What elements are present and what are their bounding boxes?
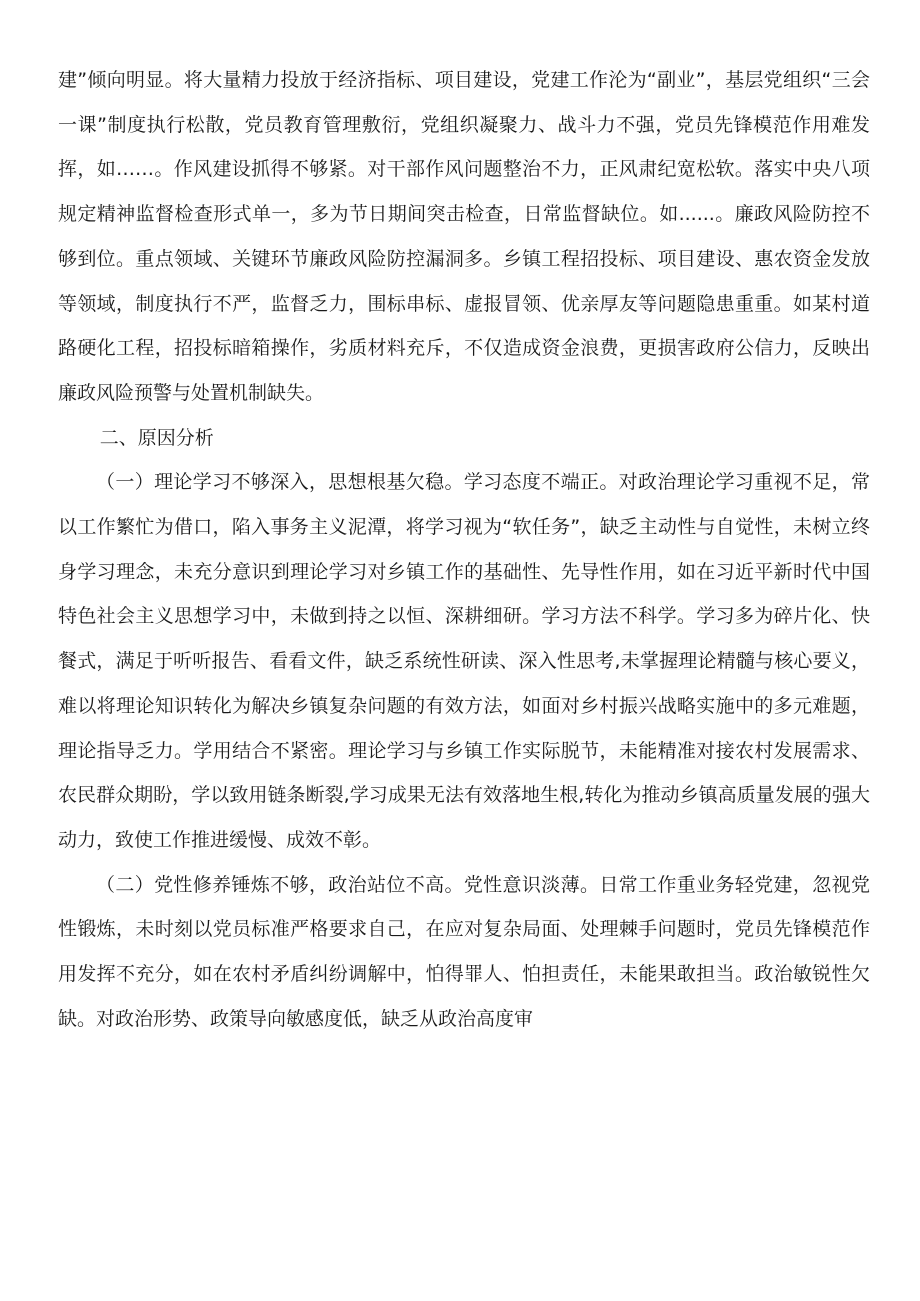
paragraph-party-spirit: （二）党性修养锤炼不够，政治站位不高。党性意识淡薄。日常工作重业务轻党建，忽视党性锻炼，未时刻以党员标准严格要求自己，在应对复杂局面、处理棘手问题时，党员先锋模范作用发挥不充分，如在农村矛盾纠纷调解中，怕得罪人、怕担责任，未能果敢担当。政治敏锐性欠缺。对政治形势、政策导向敏感度低，缺乏从政治高度审 xyxy=(58,873,870,1030)
section-heading-cause-analysis: 二、原因分析 xyxy=(99,426,214,449)
paragraph-theory-study: （一）理论学习不够深入，思想根基欠稳。学习态度不端正。对政治理论学习重视不足，常以工作繁忙为借口，陷入事务主义泥潭，将学习视为“软任务”，缺乏主动性与自觉性，未树立终身学习理念，未充分意识到理论学习对乡镇工作的基础性、先导性作用，如在习近平新时代中国特色社会主义思想学习中，未做到持之以恒、深耕细研。学习方法不科学。学习多为碎片化、快餐式，满足于听听报告、看看文件，缺乏系统性研读、深入性思考,未掌握理论精髓与核心要义，难以将理论知识转化为解决乡镇复杂问题的有效方法，如面对乡村振兴战略实施中的多元难题，理论指导乏力。学用结合不紧密。理论学习与乡镇工作实际脱节，未能精准对接农村发展需求、农民群众期盼，学以致用链条断裂,学习成果无法有效落地生根,转化为推动乡镇高质量发展的强大动力，致使工作推进缓慢、成效不彰。 xyxy=(58,471,870,851)
document-body xyxy=(58,58,870,1041)
paragraph-continuation: 建”倾向明显。将大量精力投放于经济指标、项目建设，党建工作沦为“副业”，基层党组织“三会一课”制度执行松散，党员教育管理敷衍，党组织凝聚力、战斗力不强，党员先锋模范作用难发挥，如……。作风建设抓得不够紧。对干部作风问题整治不力，正风肃纪宽松软。落实中央八项规定精神监督检查形式单一，多为节日期间突击检查，日常监督缺位。如......。廉政风险防控不够到位。重点领域、关键环节廉政风险防控漏洞多。乡镇工程招投标、项目建设、惠农资金发放等领域，制度执行不严，监督乏力，围标串标、虚报冒领、优亲厚友等问题隐患重重。如某村道路硬化工程，招投标暗箱操作，劣质材料充斥，不仅造成资金浪费，更损害政府公信力，反映出廉政风险预警与处置机制缺失。 xyxy=(58,69,870,404)
